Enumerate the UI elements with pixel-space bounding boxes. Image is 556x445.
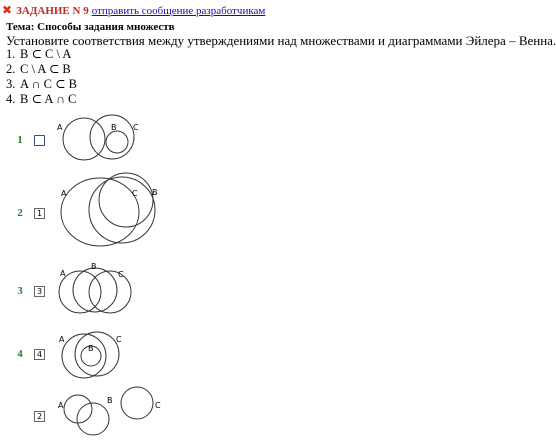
task-header bbox=[2, 3, 265, 18]
diagram-row-number: 1 bbox=[17, 134, 23, 146]
statement-text: A ∩ C ⊂ B bbox=[20, 77, 78, 91]
set-label: A bbox=[59, 335, 65, 344]
set-a-circle bbox=[61, 178, 139, 246]
statement-text: B ⊂ C \ A bbox=[20, 47, 72, 61]
set-c-circle bbox=[121, 387, 153, 419]
set-b-circle bbox=[77, 403, 109, 435]
set-label: A bbox=[58, 401, 64, 410]
set-a-circle bbox=[64, 395, 92, 423]
set-a-circle bbox=[62, 334, 106, 378]
set-b-circle bbox=[89, 177, 155, 243]
set-label: C bbox=[133, 123, 139, 132]
set-label: A bbox=[61, 189, 67, 198]
answer-box[interactable]: 3 bbox=[34, 286, 45, 297]
statement-text: B ⊂ A ∩ C bbox=[20, 92, 77, 106]
set-b-circle bbox=[81, 346, 101, 366]
set-a-circle bbox=[59, 271, 101, 313]
statement-text: C \ A ⊂ B bbox=[20, 62, 71, 76]
set-b-circle bbox=[73, 268, 117, 312]
send-message-link[interactable]: отправить сообщение разработчикам bbox=[91, 5, 266, 17]
set-label: B bbox=[107, 396, 113, 405]
topic-title: Тема: Способы задания множеств bbox=[6, 21, 175, 33]
answer-box[interactable]: 1 bbox=[34, 208, 45, 219]
statement-item bbox=[6, 47, 77, 62]
diagram-row-number: 2 bbox=[17, 207, 23, 219]
set-c-circle bbox=[89, 271, 131, 313]
set-label: C bbox=[118, 270, 124, 279]
question-text: Установите соответствия между утверждениями над множествами и диаграммами Эйлера – Венна. bbox=[6, 33, 556, 48]
diagram-row-number: 3 bbox=[17, 285, 23, 297]
statement-item bbox=[6, 62, 77, 77]
statement-item bbox=[6, 77, 77, 92]
set-label: C bbox=[132, 189, 138, 198]
set-c-circle bbox=[75, 332, 119, 376]
venn-diagram-5 bbox=[64, 387, 153, 435]
answer-box[interactable] bbox=[34, 135, 45, 146]
set-label: A bbox=[57, 123, 63, 132]
answer-box[interactable]: 2 bbox=[34, 411, 45, 422]
answer-box[interactable]: 4 bbox=[34, 349, 45, 360]
set-b-circle bbox=[106, 131, 128, 153]
venn-diagram-2 bbox=[61, 173, 155, 246]
statement-item bbox=[6, 92, 77, 107]
set-label: B bbox=[152, 188, 158, 197]
task-number-label: ЗАДАНИЕ N 9 bbox=[16, 5, 89, 17]
set-label: B bbox=[111, 123, 117, 132]
statement-list bbox=[6, 47, 77, 107]
diagram-row-number: 4 bbox=[17, 348, 23, 360]
set-c-circle bbox=[90, 115, 134, 159]
set-label: C bbox=[116, 335, 122, 344]
venn-diagram-3 bbox=[59, 268, 131, 313]
statement-number: 2. bbox=[6, 62, 16, 76]
venn-diagram-1 bbox=[63, 115, 134, 160]
statement-number: 4. bbox=[6, 92, 16, 106]
set-label: B bbox=[88, 344, 94, 353]
venn-diagram-4 bbox=[62, 332, 119, 378]
statement-number: 1. bbox=[6, 47, 16, 61]
set-label: B bbox=[91, 262, 97, 271]
set-label: A bbox=[60, 269, 66, 278]
statement-number: 3. bbox=[6, 77, 16, 91]
set-c-circle bbox=[99, 173, 153, 227]
set-label: C bbox=[155, 401, 161, 410]
set-a-circle bbox=[63, 118, 105, 160]
close-x-icon[interactable]: ✖ bbox=[2, 3, 13, 17]
